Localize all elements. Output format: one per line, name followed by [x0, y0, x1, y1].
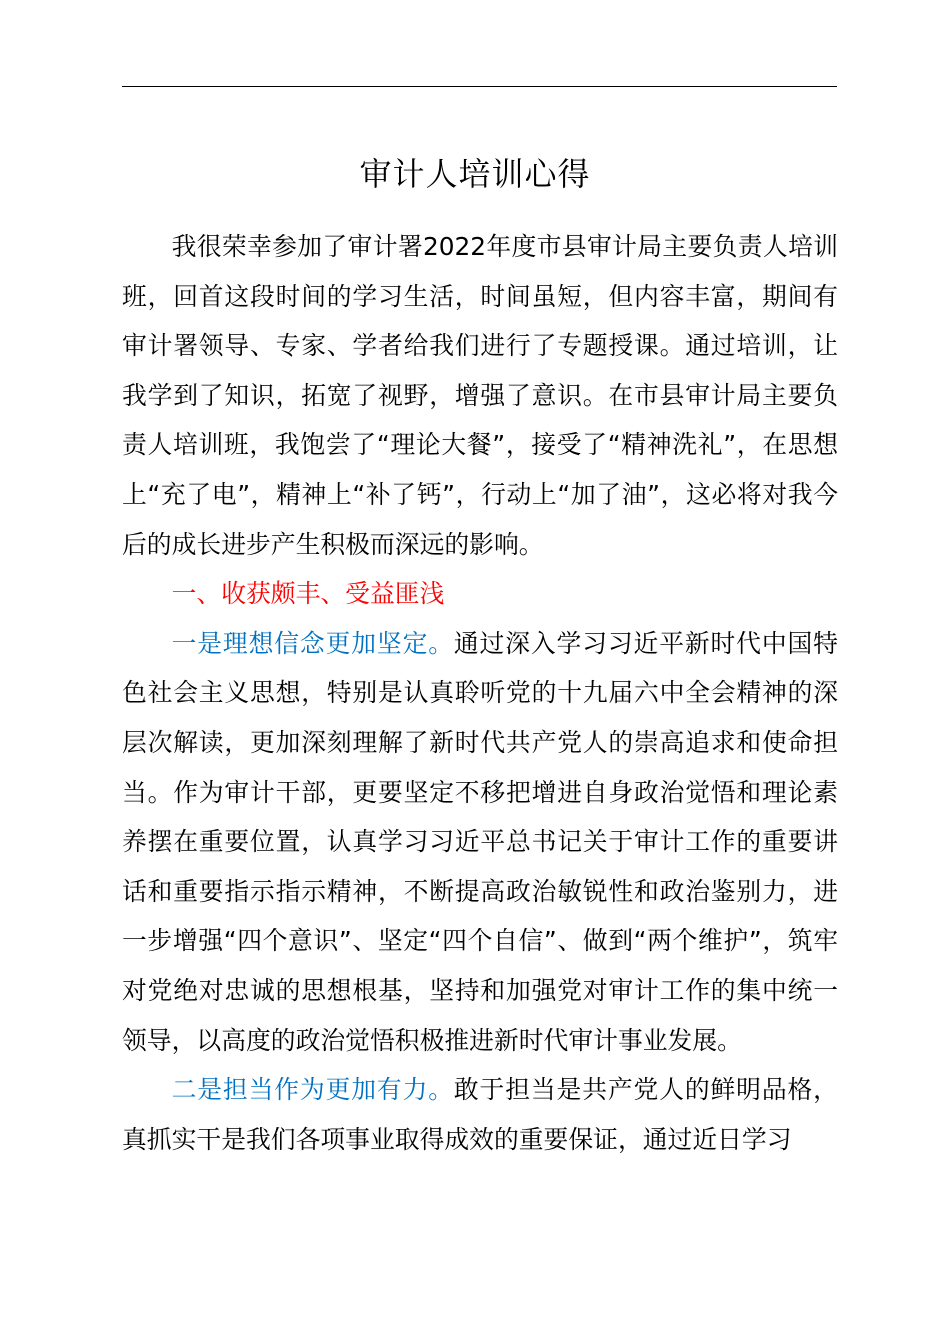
header-rule — [122, 86, 837, 87]
document-body — [122, 222, 838, 1164]
point-one-lead: 一是理想信念更加坚定。 — [171, 628, 454, 658]
point-two-lead: 二是担当作为更加有力。 — [171, 1075, 454, 1105]
document-title: 审计人培训心得 — [359, 155, 591, 193]
point-one-body: 通过深入学习习近平新时代中国特色社会主义思想，特别是认真聆听党的十九届六中全会精神的深层次解读，更加深刻理解了新时代共产党人的崇高追求和使命担当。作为审计干部，更要坚定不移把增进自身政治觉悟和理论素养摆在重要位置，认真学习习近平总书记关于审计工作的重要讲话和重要指示指示精神，不断提高政治敏锐性和政治鉴别力，进一步增强“四个意识”、坚定“四个自信”、做到“两个维护”，筑牢对党绝对忠诚的思想根基，坚持和加强党对审计工作的集中统一领导，以高度的政治觉悟积极推进新时代审计事业发展。 — [122, 628, 838, 1055]
point-two-paragraph — [122, 1065, 838, 1164]
section-heading: 一、收获颇丰、受益匪浅 — [171, 579, 445, 609]
point-two-body: 敢于担当是共产党人的鲜明品格，真抓实干是我们各项事业取得成效的重要保证，通过近日学习 — [122, 1075, 838, 1154]
point-one-paragraph — [122, 619, 838, 1065]
intro-paragraph: 我很荣幸参加了审计署2022年度市县审计局主要负责人培训班，回首这段时间的学习生活，时间虽短，但内容丰富，期间有审计署领导、专家、学者给我们进行了专题授课。通过培训，让我学到了知识，拓宽了视野，增强了意识。在市县审计局主要负责人培训班，我饱尝了“理论大餐”，接受了“精神洗礼”，在思想上“充了电”，精神上“补了钙”，行动上“加了油”，这必将对我今后的成长进步产生积极而深远的影响。 — [122, 232, 838, 559]
